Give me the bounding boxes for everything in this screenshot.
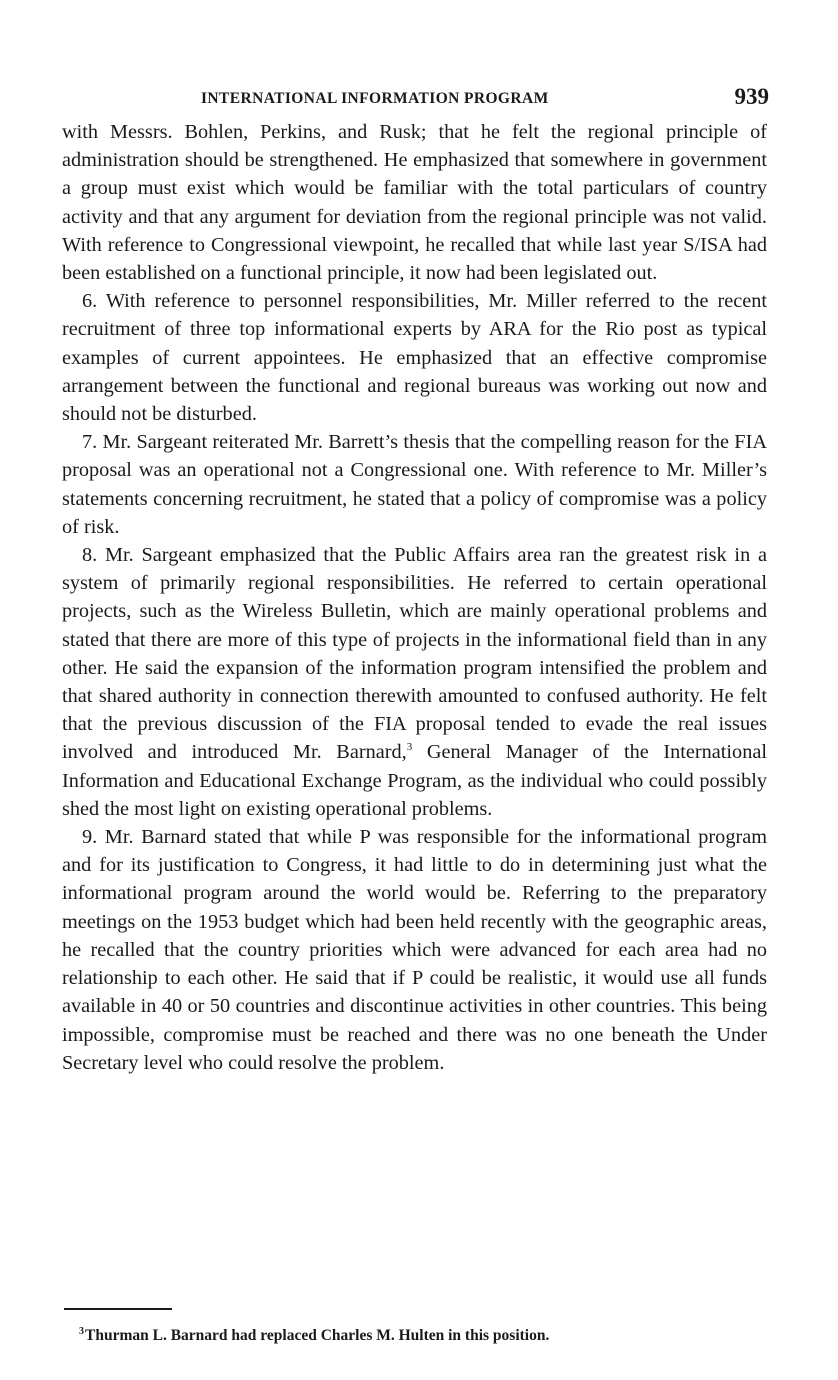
paragraph-7: 7. Mr. Sargeant reiterated Mr. Barrett’s thesis that the compelling reason for the FIA proposal was an operational not a Congressional one. With reference to Mr. Miller’s statements concerning recruitment, he stated that a policy of compromise was a policy of risk.: [62, 431, 767, 538]
paragraph-8: [62, 541, 767, 823]
body-text: [62, 118, 767, 1077]
document-page: [62, 84, 767, 1077]
paragraph-6: 6. With reference to personnel responsibilities, Mr. Miller referred to the recent recruitment of three top informational experts by ARA for the Rio post as typical examples of current appointees. He emphasized that an effective compromise arrangement between the functional and regional bureaus was working out now and should not be disturbed.: [62, 290, 767, 426]
paragraph-8-text-after: General Manager of the International Information and Educational Exchange Program, as the individual who could possibly shed the most light on existing operational problems.: [62, 741, 767, 820]
footnote-text: Thurman L. Barnard had replaced Charles M. Hulten in this position.: [85, 1327, 550, 1344]
footnote-reference: 3: [406, 741, 413, 754]
running-header: [62, 84, 767, 118]
paragraph-9: 9. Mr. Barnard stated that while P was responsible for the informational program and for its justification to Congress, it had little to do in determining just what the informational program around the world would be. Referring to the preparatory meetings on the 1953 budget which had been held recently with the geographic areas, he recalled that the country priorities which were advanced for each area had no relationship to each other. He said that if P could be realistic, it would use all funds available in 40 or 50 countries and discontinue activities in other countries. This being impossible, compromise must be reached and there was no one beneath the Under Secretary level who could resolve the problem.: [62, 826, 767, 1074]
running-title: INTERNATIONAL INFORMATION PROGRAM: [201, 90, 549, 107]
paragraph-8-text-before: 8. Mr. Sargeant emphasized that the Public Affairs area ran the greatest risk in a system of primarily regional responsibilities. He referred to certain operational projects, such as the Wireless Bulletin, which are mainly operational problems and stated that there are more of this type of projects in the informational field than in any other. He said the expansion of the information program intensified the problem and that shared authority in connection therewith amounted to confused authority. He felt that the previous discussion of the FIA proposal tended to evade the real issues involved and introduced Mr. Barnard,: [62, 544, 767, 764]
page-number: 939: [734, 84, 769, 109]
footnote-divider: [64, 1308, 172, 1310]
paragraph-continuation: with Messrs. Bohlen, Perkins, and Rusk; that he felt the regional principle of administration should be strengthened. He emphasized that somewhere in government a group must exist which would be familiar with the total particulars of country activity and that any argument for deviation from the regional principle was not valid. With reference to Congressional viewpoint, he recalled that while last year S/ISA had been established on a functional principle, it now had been legislated out.: [62, 121, 767, 285]
footnote: [79, 1326, 769, 1346]
footnote-number: 3: [79, 1325, 84, 1337]
